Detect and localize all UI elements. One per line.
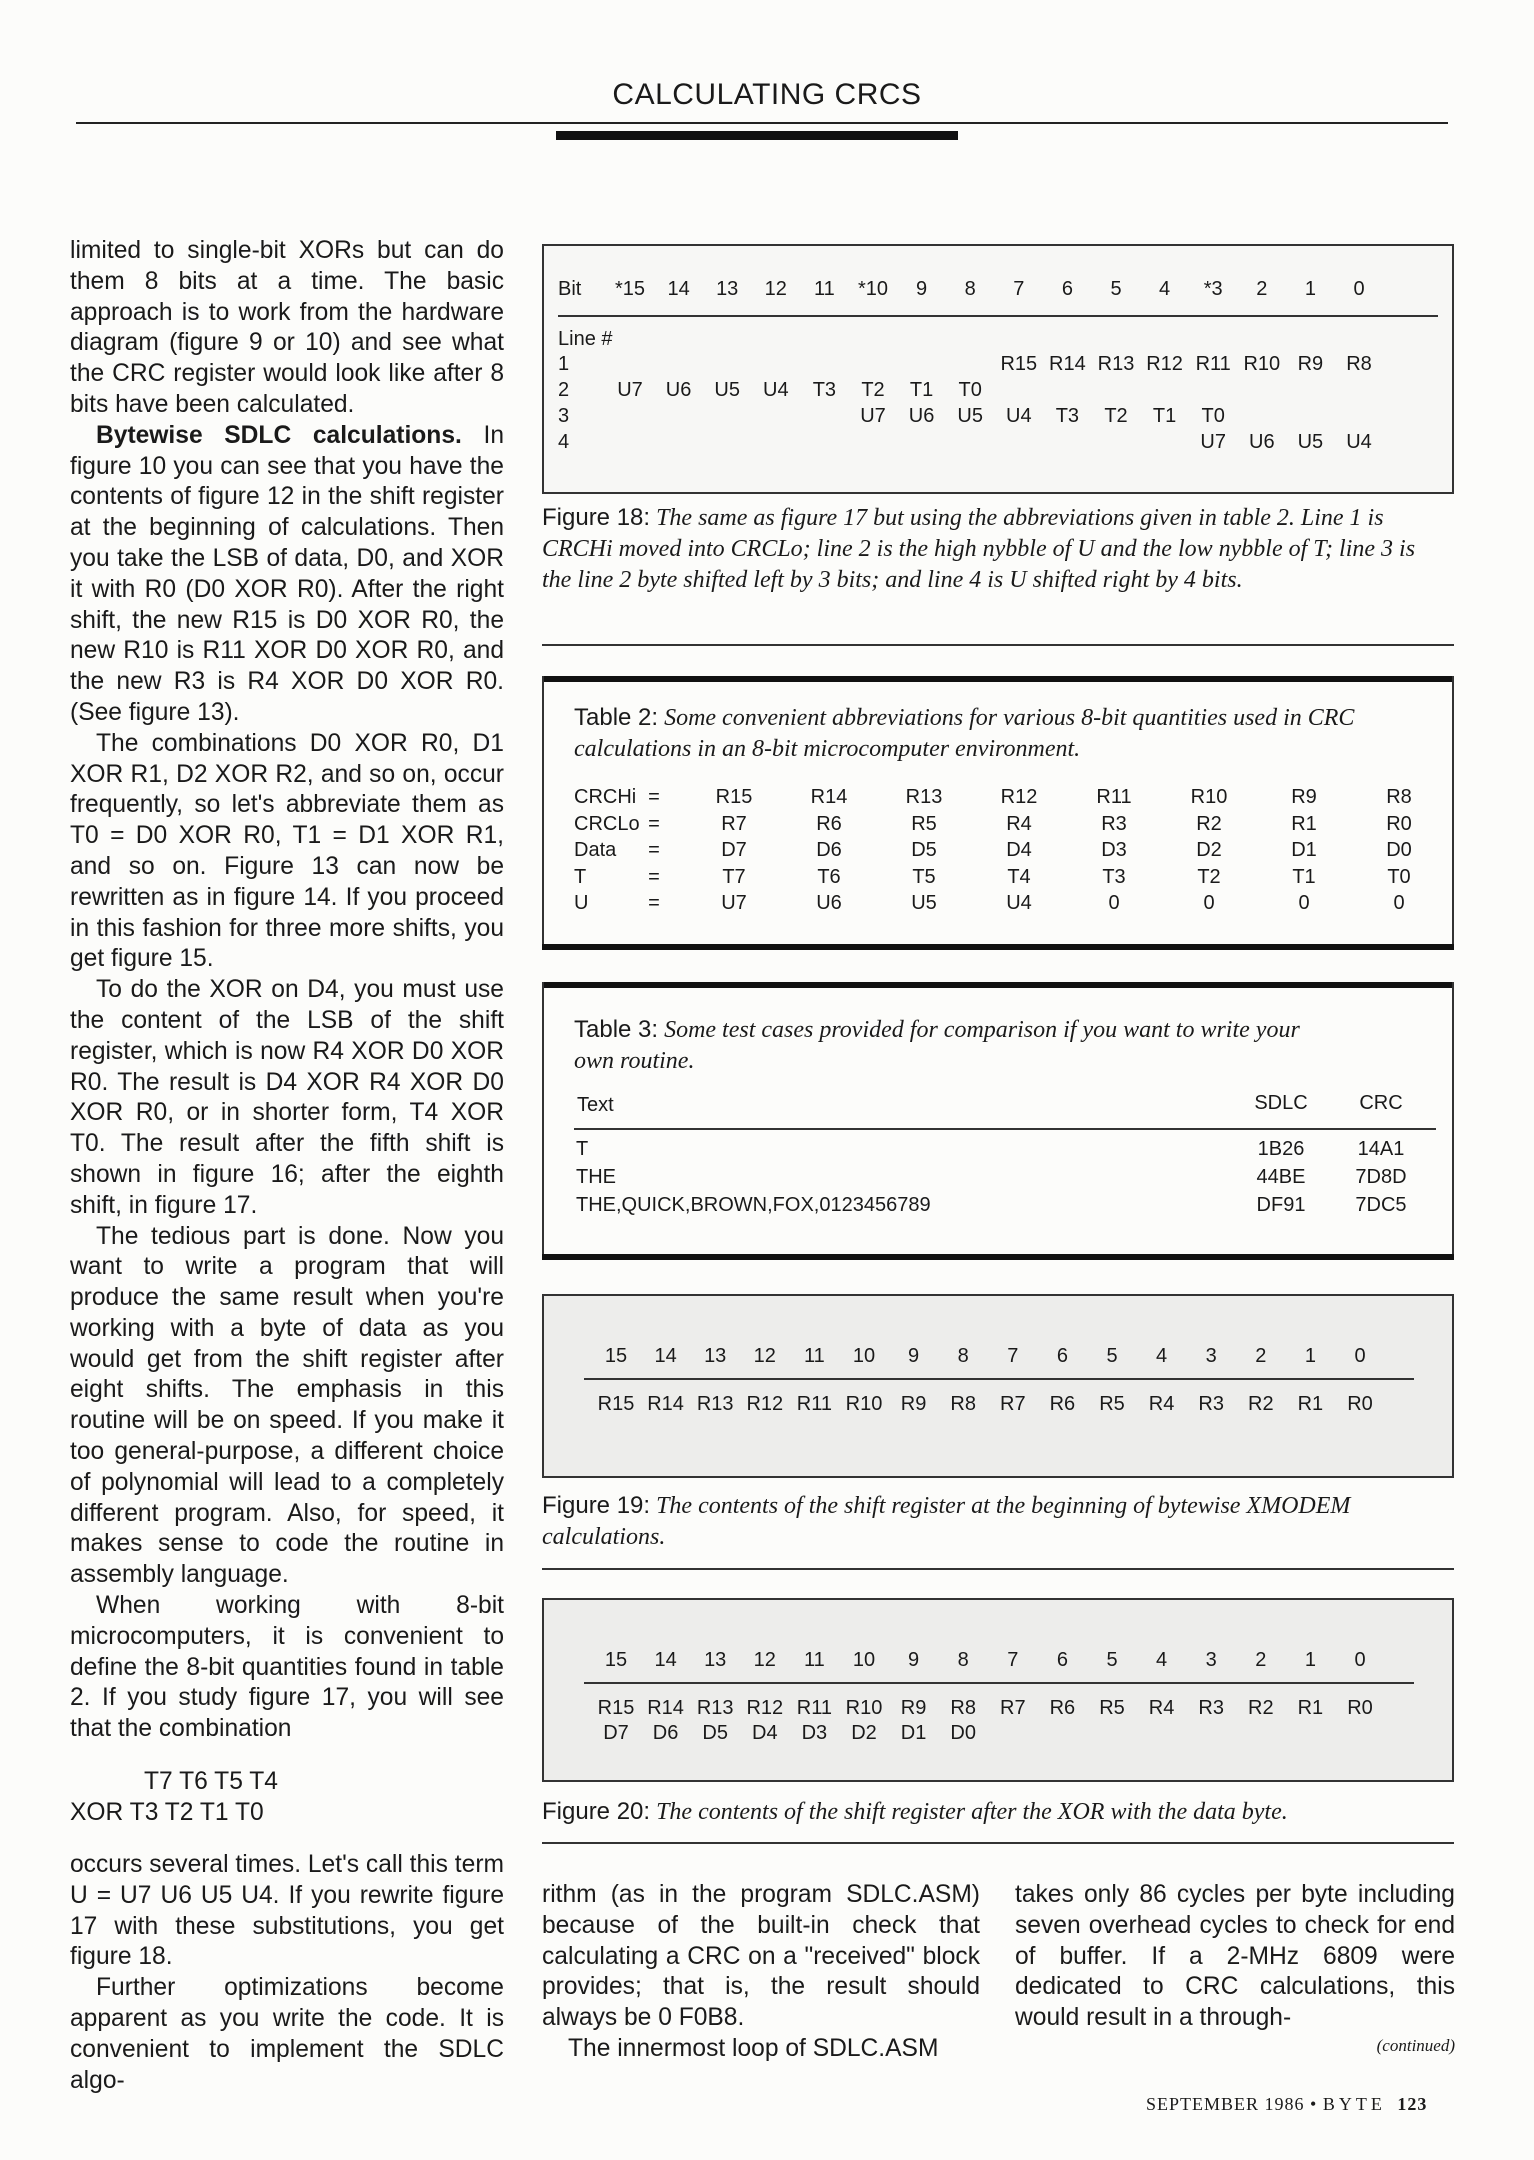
table2-cell: R14 [810, 786, 848, 808]
section-heading-bytewise-sdlc: Bytewise SDLC calculations. [96, 421, 462, 449]
table2-cell: D0 [1386, 839, 1412, 861]
fig18-cell: T3 [1055, 405, 1080, 427]
paragraph-7: occurs several times. Let's call this term U = U7 U6 U5 U4. If you rewrite figure 17 with these substitutions, you get figure 18. [70, 1851, 504, 1971]
figure20-register-cell: D2 [851, 1722, 877, 1744]
table2-row-eq: = [648, 892, 660, 914]
fig18-bit-header: 1 [1304, 278, 1316, 300]
figure20-bit-header: 8 [957, 1649, 969, 1671]
table3-crc: 14A1 [1357, 1138, 1405, 1160]
figure19-register-cell: R10 [845, 1393, 883, 1415]
figure20-bit-header: 14 [654, 1649, 677, 1671]
table3-col-crc: CRC [1359, 1092, 1403, 1114]
fig18-cell: U5 [714, 379, 740, 401]
figure19-register-cell: R8 [950, 1393, 976, 1415]
fig18-cell: U7 [860, 405, 886, 427]
middle-column-text [542, 1880, 980, 2065]
fig18-cell: R9 [1297, 353, 1324, 375]
table2-row-name: Data [574, 839, 617, 861]
fig18-cell: U6 [908, 405, 935, 427]
figure20-register-cell: D7 [603, 1722, 629, 1744]
fig18-cell: T1 [1152, 405, 1177, 427]
figure19-bit-header: 6 [1056, 1345, 1068, 1367]
figure20-register-cell: D4 [752, 1722, 778, 1744]
table2-cell: T3 [1102, 865, 1126, 888]
rule-after-fig20 [542, 1842, 1454, 1844]
fig18-line-label: Line # [558, 328, 613, 350]
figure19-bit-header: 11 [804, 1345, 825, 1367]
table2-cell: D2 [1196, 839, 1222, 861]
fig18-cell: T0 [958, 379, 982, 401]
paragraph-3: The combinations D0 XOR R0, D1 XOR R1, D2 XOR R2, and so on, occur frequently, so let's abbreviate them as T0 = D0 XOR R0, T1 = D1 XOR R1, and so on. Figure 13 can now be rewritten as in figure 14. If you proceed in this fashion for three more shifts, you get figure 15. [70, 729, 504, 973]
table2-cell: 0 [1298, 892, 1310, 914]
figure19-bit-header: 2 [1255, 1345, 1267, 1367]
figure19-bit-header: 7 [1007, 1345, 1019, 1367]
fig18-line-number: 3 [558, 405, 570, 427]
table2-cell: D5 [911, 839, 937, 861]
table3-crc: 7DC5 [1355, 1194, 1407, 1216]
footer-magazine: BYTE [1322, 2094, 1386, 2114]
fig18-cell: R12 [1146, 353, 1183, 375]
continued-note: (continued) [1376, 2036, 1455, 2055]
table2-cell: T4 [1007, 865, 1031, 888]
figure-18-caption: Figure 18: The same as figure 17 but using the abbreviations given in table 2. Line 1 is CRCHi moved into CRCLo; line 2 is the high nybble of U and the low nybble of T; line 3 is the line 2 byte shifted left by 3 bits; and line 4 is U shifted right by 4 bits. [542, 504, 1416, 593]
table3-col-sdlc: SDLC [1254, 1092, 1308, 1114]
figure19-bit-header: 12 [753, 1345, 776, 1367]
table2-cell: T2 [1197, 865, 1221, 888]
figure20-register-cell: R4 [1148, 1697, 1175, 1719]
table3-col-text: Text [577, 1094, 614, 1116]
figure-19-box [542, 1294, 1454, 1478]
fig18-cell: U6 [665, 379, 692, 401]
figure20-register-cell: R1 [1297, 1697, 1324, 1719]
table3-left-rule [542, 982, 544, 1260]
table2-caption-label: Table 2: [574, 704, 659, 731]
fig18-line-number: 1 [558, 353, 570, 375]
figure20-bit-header: 13 [704, 1649, 727, 1671]
figure-19-grid [544, 1296, 1452, 1476]
fig18-cell: T3 [812, 379, 837, 401]
fig18-cell: R13 [1097, 353, 1135, 375]
table3-text: THE,QUICK,BROWN,FOX,0123456789 [576, 1194, 931, 1216]
fig18-bit-header: 9 [916, 278, 928, 300]
figure19-bit-header: 5 [1106, 1345, 1118, 1367]
fig20-caption-label: Figure 20: [542, 1798, 651, 1825]
fig18-line-number: 4 [558, 431, 570, 453]
table2-top-bar [542, 676, 1454, 682]
header-rule [76, 122, 1448, 124]
table2-cell: R15 [715, 786, 753, 808]
table3-header-rule [574, 1128, 1436, 1130]
figure-20-box [542, 1598, 1454, 1782]
rule-after-fig18 [542, 644, 1454, 646]
page-number: 123 [1397, 2094, 1428, 2114]
figure20-bit-header: 1 [1304, 1649, 1316, 1671]
figure19-register-cell: R2 [1248, 1393, 1274, 1415]
figure19-register-cell: R13 [696, 1393, 734, 1415]
figure20-register-cell: R9 [900, 1697, 927, 1719]
fig18-cell: U7 [617, 379, 643, 401]
fig18-cell: U7 [1200, 431, 1226, 453]
table-3-body [574, 1138, 1436, 1228]
fig20-rule [584, 1682, 1414, 1684]
table2-cell: D6 [816, 839, 842, 861]
paragraph-8: Further optimizations become apparent as you write the code. It is convenient to implement the SDLC algo- [70, 1974, 504, 2094]
table2-row-name: CRCLo [574, 812, 640, 835]
rule-after-fig19 [542, 1568, 1454, 1570]
figure20-bit-header: 12 [753, 1649, 776, 1671]
figure20-bit-header: 6 [1056, 1649, 1068, 1671]
paragraph-6: When working with 8-bit microcomputers, it is convenient to define the 8-bit quantities found in table 2. If you study figure 17, you will see that the combination [70, 1592, 504, 1743]
fig18-bit-header: 6 [1061, 278, 1073, 300]
figure19-register-cell: R0 [1347, 1393, 1373, 1415]
table2-cell: R12 [1000, 786, 1038, 808]
figure20-register-cell: R8 [950, 1697, 976, 1719]
figure20-bit-header: 5 [1106, 1649, 1118, 1671]
figure20-register-cell: R14 [647, 1697, 684, 1719]
fig18-header-rule [558, 315, 1438, 317]
figure19-bit-header: 10 [852, 1345, 876, 1367]
figure-19-caption: Figure 19: The contents of the shift register at the beginning of bytewise XMODEM calculations. [542, 1492, 1351, 1550]
figure19-bit-header: 3 [1205, 1345, 1217, 1367]
table2-left-rule [542, 676, 544, 948]
figure19-register-cell: R5 [1099, 1393, 1125, 1415]
figure20-register-cell: R12 [746, 1697, 784, 1719]
table2-cell: R6 [816, 812, 842, 835]
fig18-bit-label: Bit [558, 278, 582, 300]
equation-line-2: XOR T3 T2 T1 T0 [70, 1799, 264, 1826]
table2-cell: 0 [1108, 892, 1120, 914]
figure19-register-cell: R7 [1000, 1393, 1026, 1415]
table3-text: THE [576, 1166, 616, 1188]
table2-cell: D7 [721, 839, 747, 861]
table2-row-name: U [574, 892, 589, 914]
figure20-register-cell: D6 [652, 1722, 679, 1744]
table2-cell: R9 [1291, 786, 1317, 808]
figure19-register-cell: R12 [746, 1393, 784, 1415]
figure20-register-cell: R5 [1099, 1697, 1125, 1719]
table2-row-eq: = [648, 786, 660, 808]
footer-separator: • [1310, 2094, 1318, 2114]
figure-18-grid [544, 246, 1452, 492]
figure19-register-cell: R9 [900, 1393, 927, 1415]
fig18-bit-header: 13 [716, 278, 739, 300]
fig18-caption-label: Figure 18: [542, 504, 651, 531]
fig18-bit-header: *10 [857, 278, 889, 300]
table2-cell: U5 [911, 892, 937, 914]
figure19-bit-header: 13 [704, 1345, 727, 1367]
fig18-bit-header: 4 [1159, 278, 1171, 300]
fig18-cell: T1 [909, 379, 934, 401]
fig19-caption-label: Figure 19: [542, 1492, 651, 1519]
figure19-register-cell: R1 [1297, 1393, 1324, 1415]
figure19-bit-header: 4 [1156, 1345, 1168, 1367]
fig18-bit-header: 2 [1256, 278, 1268, 300]
figure20-register-cell: R3 [1198, 1697, 1224, 1719]
figure20-register-cell: R0 [1347, 1697, 1373, 1719]
figure20-register-cell: R6 [1049, 1697, 1076, 1719]
fig18-bit-header: 11 [814, 278, 835, 300]
table2-cell: R2 [1196, 812, 1222, 835]
table3-sdlc: 44BE [1256, 1166, 1306, 1188]
figure19-register-cell: R11 [796, 1393, 832, 1415]
table2-cell: R13 [905, 786, 943, 808]
equation-line-1: T7 T6 T5 T4 [144, 1768, 278, 1795]
figure19-register-cell: R3 [1198, 1393, 1224, 1415]
table2-cell: 0 [1393, 892, 1405, 914]
figure20-register-cell: R7 [1000, 1697, 1026, 1719]
table2-row-name: CRCHi [574, 786, 637, 808]
header-bar [556, 131, 958, 140]
table2-cell: R11 [1096, 786, 1132, 808]
figure20-bit-header: 3 [1205, 1649, 1217, 1671]
table2-cell: D4 [1006, 839, 1032, 861]
fig18-bit-header: 12 [764, 278, 787, 300]
table2-cell: D3 [1101, 839, 1127, 861]
table2-cell: D1 [1291, 839, 1317, 861]
fig18-cell: R15 [1000, 353, 1038, 375]
fig18-cell: U4 [1006, 405, 1032, 427]
table-2-body [574, 786, 1434, 926]
fig18-cell: T2 [1104, 405, 1128, 427]
figure20-bit-header: 15 [604, 1649, 628, 1671]
figure20-bit-header: 10 [852, 1649, 876, 1671]
table-3-caption: Table 3: Some test cases provided for comparison if you want to write your own routine. [574, 1016, 1300, 1074]
table2-cell: R3 [1101, 812, 1127, 835]
table3-sdlc: 1B26 [1257, 1138, 1305, 1160]
fig18-bit-header: 0 [1353, 278, 1365, 300]
fig18-cell: R8 [1346, 353, 1372, 375]
table3-text: T [576, 1138, 589, 1160]
fig18-bit-header: 14 [667, 278, 690, 300]
figure20-bit-header: 2 [1255, 1649, 1267, 1671]
table2-cell: R7 [721, 812, 747, 835]
table2-cell: U4 [1006, 892, 1032, 914]
fig18-cell: R14 [1049, 353, 1086, 375]
figure20-register-cell: D0 [950, 1722, 976, 1744]
table2-cell: T7 [722, 865, 746, 888]
paragraph-col2-b: The innermost loop of SDLC.ASM [568, 2034, 939, 2062]
figure-20-caption: Figure 20: The contents of the shift register after the XOR with the data byte. [542, 1798, 1288, 1825]
table2-cell: U6 [816, 892, 842, 914]
figure20-register-cell: D5 [702, 1722, 728, 1744]
table2-cell: R4 [1006, 812, 1032, 835]
table2-bottom-bar [542, 944, 1454, 950]
figure19-register-cell: R6 [1049, 1393, 1076, 1415]
figure19-register-cell: R14 [647, 1393, 684, 1415]
paragraph-2: Bytewise SDLC calculations. In figure 10 you can see that you have the contents of figure 12 in the shift register at the beginning of calculations. Then you take the LSB of data, D0, and XOR it with R0 (D0 XOR R0). After the right shift, the new R15 is D0 XOR R0, the new R10 is R11 XOR D0 XOR R0, and the new R3 is R4 XOR D0 XOR R0. (See figure 13). [70, 421, 504, 726]
figure20-bit-header: 0 [1354, 1649, 1366, 1671]
table2-cell: T5 [912, 865, 936, 888]
fig18-cell: U4 [763, 379, 789, 401]
table2-cell: T6 [817, 865, 841, 888]
paragraph-4: To do the XOR on D4, you must use the content of the LSB of the shift register, which is now R4 XOR D0 XOR R0. The result is D4 XOR R4 XOR D0 XOR R0, or in shorter form, T4 XOR T0. The result after the fifth shift is shown in figure 16; after the eighth shift, in figure 17. [70, 976, 504, 1219]
fig18-cell: T0 [1201, 405, 1225, 427]
fig18-cell: U5 [957, 405, 983, 427]
figure19-bit-header: 15 [604, 1345, 628, 1367]
figure-18-box [542, 244, 1454, 494]
table2-cell: 0 [1203, 892, 1215, 914]
figure20-bit-header: 7 [1007, 1649, 1019, 1671]
table2-cell: U7 [721, 892, 747, 914]
figure-20-grid [544, 1600, 1452, 1780]
fig18-cell: T2 [861, 379, 885, 401]
fig18-cell: R10 [1243, 353, 1281, 375]
fig18-bit-header: *15 [614, 278, 646, 300]
figure19-bit-header: 1 [1304, 1345, 1316, 1367]
paragraph-col3: takes only 86 cycles per byte including seven overhead cycles to check for end of buffer. If a 2-MHz 6809 were dedicated to CRC calculations, this would result in a through- [1015, 1881, 1455, 2032]
paragraph-5: The tedious part is done. Now you want to write a program that will produce the same result when you're working with a byte of data as you would get from the shift register after eight shifts. The emphasis in this routine will be on speed. If you make it too general-purpose, a different choice of polynomial will lead to a completely different program. Also, for speed, it makes sense to code the routine in assembly language. [70, 1222, 504, 1589]
table2-cell: T0 [1387, 865, 1411, 888]
fig18-line-number: 2 [558, 379, 570, 401]
table2-cell: R5 [911, 812, 937, 835]
figure19-register-cell: R4 [1148, 1393, 1175, 1415]
figure19-bit-header: 8 [957, 1345, 969, 1367]
figure20-bit-header: 11 [804, 1649, 825, 1671]
figure20-bit-header: 9 [908, 1649, 920, 1671]
fig18-cell: U4 [1346, 431, 1372, 453]
table3-sdlc: DF91 [1256, 1194, 1306, 1216]
table2-row-eq: = [648, 812, 660, 835]
figure19-bit-header: 14 [654, 1345, 677, 1367]
fig18-cell: U5 [1297, 431, 1324, 453]
paragraph-1: limited to single-bit XORs but can do them 8 bits at a time. The basic approach is to work from the hardware diagram (figure 9 or 10) and see what the CRC register would look like after 8 bits have been calculated. [70, 237, 504, 418]
figure20-register-cell: R13 [696, 1697, 734, 1719]
table3-caption-label: Table 3: [574, 1016, 659, 1043]
figure19-bit-header: 0 [1354, 1345, 1366, 1367]
left-column-text [70, 236, 504, 1745]
left-column-text-continued [70, 1850, 504, 2096]
figure20-register-cell: R15 [597, 1697, 635, 1719]
figure19-register-cell: R15 [597, 1393, 635, 1415]
figure20-bit-header: 4 [1156, 1649, 1168, 1671]
table2-cell: R10 [1190, 786, 1228, 808]
fig18-bit-header: 8 [964, 278, 976, 300]
footer-date: SEPTEMBER 1986 [1146, 2094, 1305, 2114]
right-column-text [1015, 1880, 1455, 2034]
table2-cell: R0 [1386, 812, 1412, 835]
table2-row-eq: = [648, 865, 660, 888]
fig18-cell: R11 [1195, 353, 1231, 375]
table3-top-bar [542, 982, 1454, 988]
table3-crc: 7D8D [1355, 1166, 1407, 1188]
figure19-bit-header: 9 [908, 1345, 920, 1367]
footer [1146, 2094, 1427, 2115]
figure20-register-cell: D3 [801, 1722, 828, 1744]
fig18-cell: U6 [1249, 431, 1275, 453]
table2-right-rule [1452, 676, 1454, 948]
table-2-caption: Table 2: Some convenient abbreviations for various 8-bit quantities used in CRC calculations in an 8-bit microcomputer environment. [574, 704, 1355, 762]
table3-bottom-bar [542, 1254, 1454, 1260]
table2-cell: R8 [1386, 786, 1412, 808]
table2-row-eq: = [648, 839, 660, 861]
table2-cell: T1 [1292, 865, 1316, 888]
fig18-bit-header: 7 [1013, 278, 1025, 300]
fig18-bit-header: *3 [1203, 278, 1223, 300]
figure20-register-cell: R11 [796, 1697, 832, 1719]
table2-cell: R1 [1291, 812, 1317, 835]
table2-row-name: T [574, 865, 587, 888]
figure20-register-cell: D1 [900, 1722, 927, 1744]
paragraph-col2: rithm (as in the program SDLC.ASM) because of the built-in check that calculating a CRC on a "received" block provides; that is, the result should always be 0 F0B8. [542, 1881, 980, 2032]
fig18-bit-header: 5 [1110, 278, 1122, 300]
running-header: CALCULATING CRCS [612, 78, 922, 111]
figure20-register-cell: R2 [1248, 1697, 1274, 1719]
table3-right-rule [1452, 982, 1454, 1260]
fig19-rule [584, 1378, 1414, 1380]
figure20-register-cell: R10 [845, 1697, 883, 1719]
